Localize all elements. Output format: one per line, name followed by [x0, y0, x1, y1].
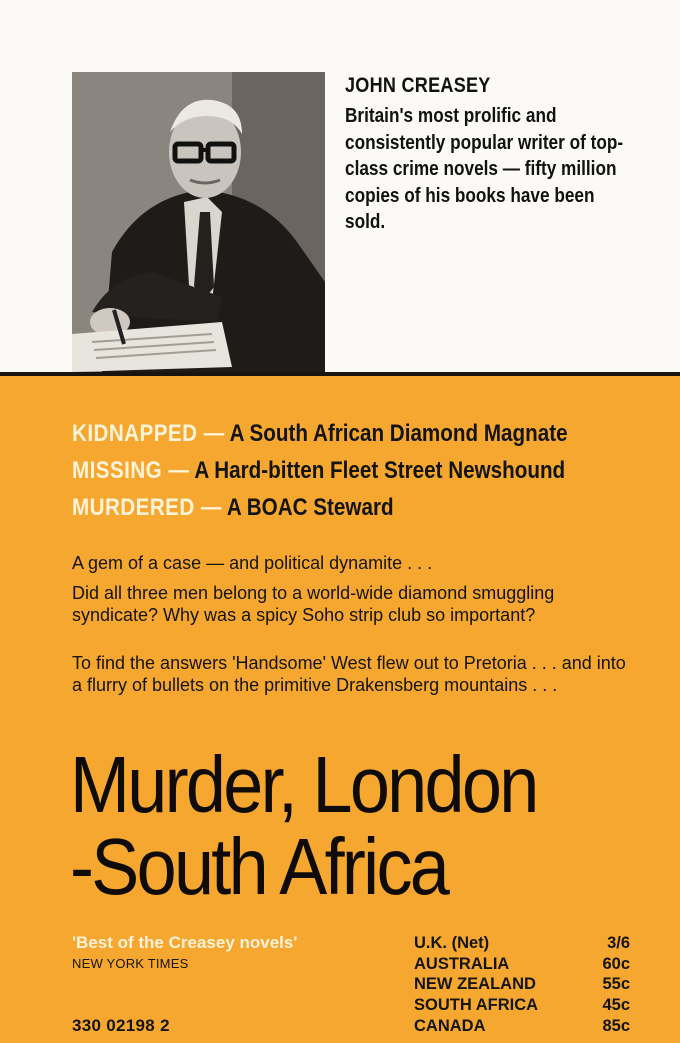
price-region: NEW ZEALAND	[414, 975, 536, 994]
price-row	[414, 933, 630, 954]
price-value: 55c	[602, 975, 630, 994]
headline-missing	[72, 457, 605, 485]
author-blurb: Britain's most prolific and consistently popular writer of top-class crime novels — fifty million copies of his books have been sold.	[345, 105, 624, 233]
isbn: 330 02198 2	[72, 1016, 170, 1035]
headline-text: A Hard-bitten Fleet Street Newshound	[194, 457, 566, 484]
headline-murdered	[72, 494, 605, 522]
book-title-line-1: Murder, London	[70, 740, 537, 829]
review-source: NEW YORK TIMES	[72, 956, 189, 971]
price-value: 60c	[602, 954, 630, 973]
review-quote: 'Best of the Creasey novels'	[72, 933, 298, 952]
price-list	[414, 933, 630, 1037]
headline-keyword: KIDNAPPED —	[72, 420, 225, 447]
headline-text: A BOAC Steward	[226, 494, 394, 521]
headline-keyword: MURDERED —	[72, 494, 222, 521]
price-region: SOUTH AFRICA	[414, 996, 539, 1015]
panel-divider	[0, 372, 680, 376]
price-row	[414, 995, 630, 1016]
price-row	[414, 974, 630, 995]
headline-kidnapped	[72, 420, 605, 448]
author-photo	[72, 72, 325, 372]
price-region: U.K. (Net)	[414, 934, 490, 952]
price-row	[414, 1016, 630, 1037]
price-region: AUSTRALIA	[414, 954, 510, 973]
headline-text: A South African Diamond Magnate	[229, 420, 568, 447]
price-region: CANADA	[414, 1016, 486, 1035]
headline-keyword: MISSING —	[72, 457, 190, 484]
teaser-paragraph: A gem of a case — and political dynamite . . .	[72, 553, 433, 573]
book-title-line-2: -South Africa	[70, 822, 448, 911]
teaser-paragraph: To find the answers 'Handsome' West flew out to Pretoria . . . and into a flurry of bullets on the primitive Drakensberg mountains . . .	[72, 653, 626, 695]
price-value: 45c	[602, 996, 630, 1015]
price-value: 3/6	[607, 934, 630, 952]
price-value: 85c	[602, 1016, 630, 1035]
author-name: JOHN CREASEY	[345, 74, 491, 97]
teaser-paragraph: Did all three men belong to a world-wide diamond smuggling syndicate? Why was a spicy Soho strip club so important?	[72, 583, 555, 625]
price-row	[414, 954, 630, 975]
